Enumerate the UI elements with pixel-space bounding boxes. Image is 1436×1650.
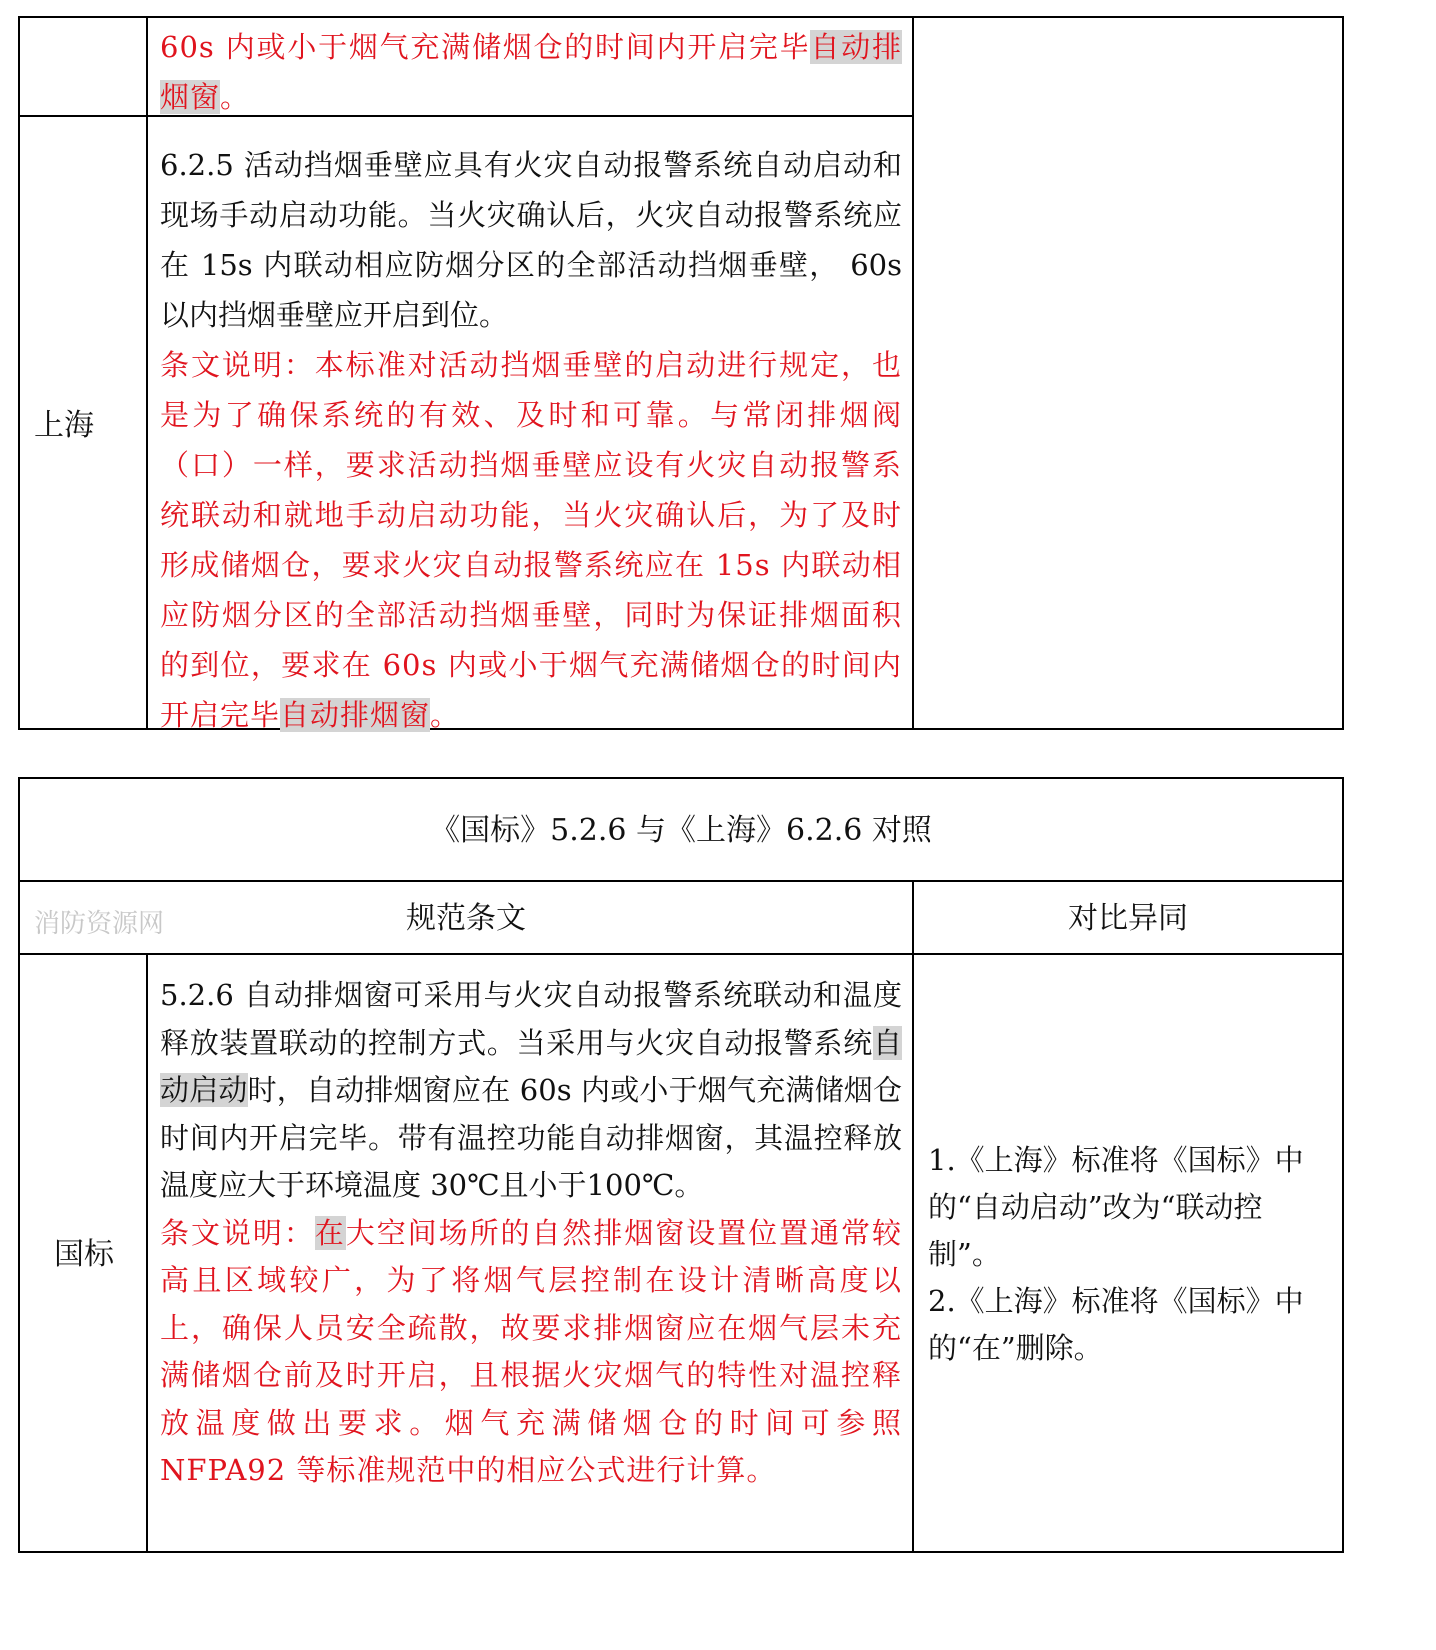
table-continued	[18, 16, 1344, 730]
shanghai-explanation: 条文说明：本标准对活动挡烟垂壁的启动进行规定，也是为了确保系统的有效、及时和可靠。与常闭排烟阀（口）一样，要求活动挡烟垂壁应设有火灾自动报警系统联动和就地手动启动功能，当火灾确认后，为了及时形成储烟仓，要求火灾自动报警系统应在 15s 内联动相应防烟分区的全部活动挡烟垂壁，同时为保证排烟面积的到位，要求在 60s 内或小于烟气充满储烟仓的时间内开启完毕自动排烟窗。	[160, 348, 902, 732]
comparison-notes	[928, 1137, 1332, 1372]
highlight-auto-start: 自动启动	[160, 1025, 902, 1107]
highlight-auto-smoke-window: 自动排烟窗	[160, 30, 902, 114]
highlight-auto-smoke-window: 自动排烟窗	[280, 698, 431, 732]
continued-red-text: 60s 内或小于烟气充满储烟仓的时间内开启完毕自动排烟窗。	[160, 30, 902, 114]
table-title: 《国标》5.2.6 与《上海》6.2.6 对照	[430, 813, 932, 848]
compare-item-2: 2.《上海》标准将《国标》中的“在”删除。	[928, 1284, 1304, 1365]
compare-item-1: 1.《上海》标准将《国标》中的“自动启动”改为“联动控制”。	[928, 1143, 1304, 1271]
column-header-compare: 对比异同	[1068, 901, 1188, 936]
row-label-shanghai: 上海	[34, 408, 94, 443]
shanghai-clause-text: 6.2.5 活动挡烟垂壁应具有火灾自动报警系统自动启动和现场手动启动功能。当火灾确认后，火灾自动报警系统应在 15s 内联动相应防烟分区的全部活动挡烟垂壁， 60s 以内挡烟垂壁应开启到位。	[160, 148, 902, 332]
highlight-zai: 在	[314, 1215, 346, 1250]
row-label-guobiao: 国标	[54, 1237, 114, 1272]
comparison-table	[18, 777, 1344, 1553]
guobiao-clause-text: 5.2.6 自动排烟窗可采用与火灾自动报警系统联动和温度释放装置联动的控制方式。当采用与火灾自动报警系统自动启动时，自动排烟窗应在 60s 内或小于烟气充满储烟仓时间内开启完毕。带有温控功能自动排烟窗，其温控释放温度应大于环境温度 30℃且小于100℃。	[160, 978, 902, 1202]
guobiao-explanation: 条文说明：在大空间场所的自然排烟窗设置位置通常较高且区域较广，为了将烟气层控制在设计清晰高度以上，确保人员安全疏散，故要求排烟窗应在烟气层未充满储烟仓前及时开启，且根据火灾烟气的特性对温控释放温度做出要求。烟气充满储烟仓的时间可参照 NFPA92 等标准规范中的相应公式进行计算。	[160, 1215, 902, 1487]
watermark: 消防资源网	[34, 909, 165, 939]
shanghai-clause	[160, 140, 902, 740]
guobiao-clause	[160, 972, 902, 1495]
column-header-text: 规范条文	[406, 901, 526, 936]
